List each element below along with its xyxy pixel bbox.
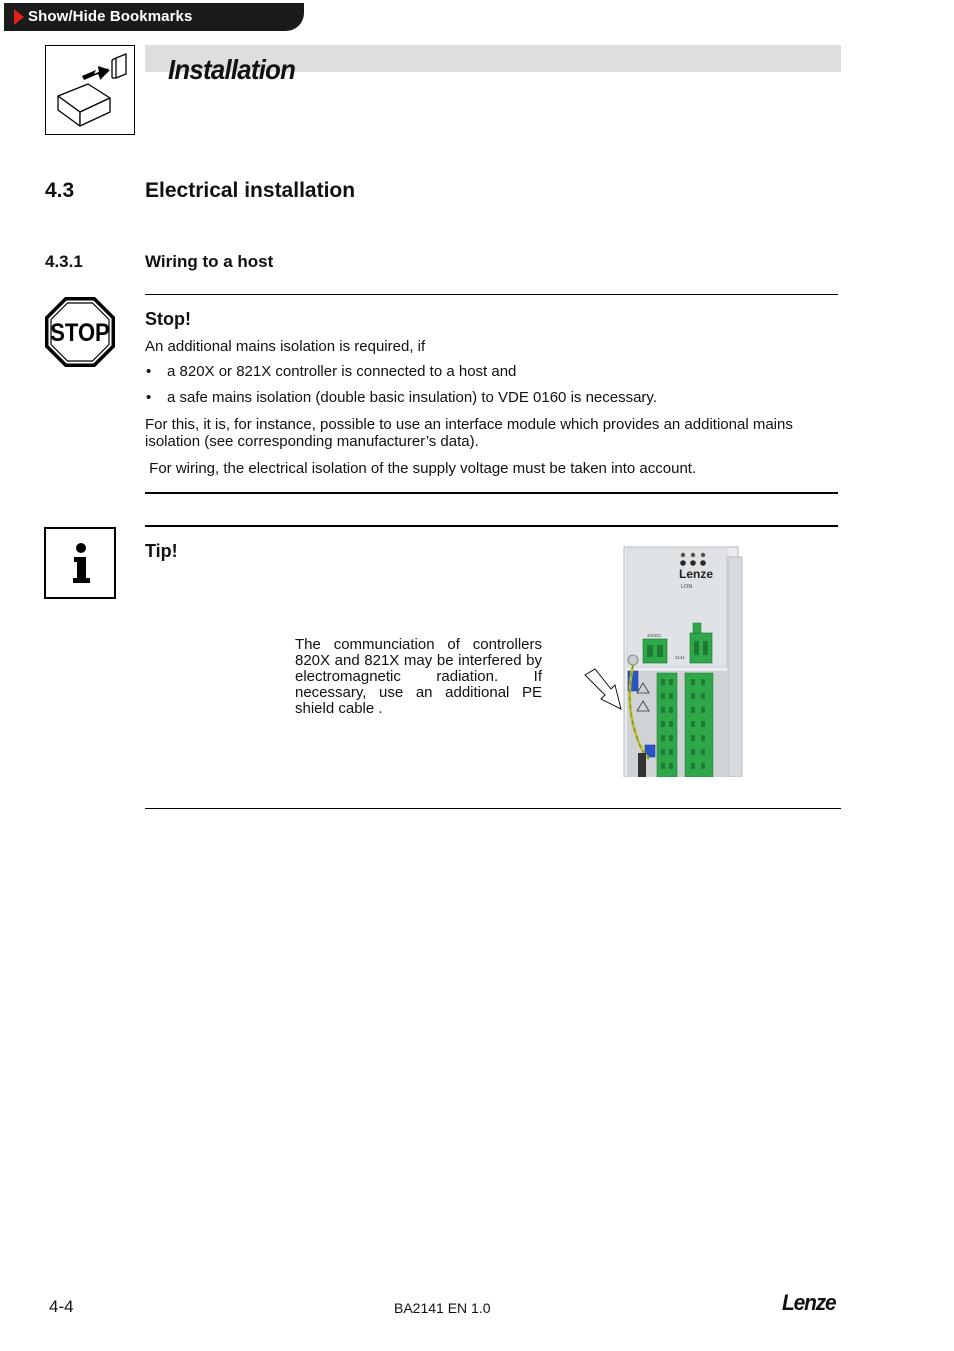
- stop-box-bottom-rule: [145, 492, 838, 494]
- stop-paragraph-1: For this, it is, for instance, possible to use an interface module which provides an additional mains isolation (see corresponding manufacturer’s data).: [145, 416, 793, 450]
- document-code: BA2141 EN 1.0: [394, 1300, 491, 1316]
- chapter-title: Installation: [168, 54, 296, 85]
- bookmark-arrow-icon[interactable]: [14, 9, 24, 25]
- stop-bullet-2: a safe mains isolation (double basic insulation) to VDE 0160 is necessary.: [167, 389, 657, 406]
- stop-box-top-rule: [145, 294, 838, 295]
- bullet-dot: •: [146, 363, 152, 380]
- stop-bullet-1: a 820X or 821X controller is connected to a host and: [167, 363, 517, 380]
- tip-box-bottom-rule: [145, 808, 841, 809]
- lenze-logo: Lenze: [782, 1290, 836, 1315]
- info-icon: [44, 527, 116, 599]
- stop-paragraph-2: For wiring, the electrical isolation of the supply voltage must be taken into account.: [145, 460, 697, 477]
- box-install-icon: [45, 45, 135, 135]
- section-number: 4.3: [45, 179, 75, 202]
- section-title: Electrical installation: [145, 179, 356, 202]
- stop-sign-icon: [44, 296, 116, 368]
- tip-text: The communciation of controllers 820X and 821X may be interfered by electromagnetic radiation. If necessary, use an additional PE shield cable .: [295, 636, 542, 717]
- controller-photo: [583, 543, 745, 777]
- photo-model-label: 2141: [675, 655, 686, 660]
- tip-heading: Tip!: [145, 541, 178, 561]
- subsection-number: 4.3.1: [45, 252, 83, 271]
- page-number: 4-4: [49, 1297, 74, 1316]
- bullet-dot: •: [146, 389, 152, 406]
- photo-brand-label: Lenze: [679, 567, 714, 581]
- svg-text:STOP: STOP: [50, 319, 110, 348]
- stop-heading: Stop!: [145, 309, 191, 329]
- photo-terminal-label: 24VDC: [647, 633, 662, 638]
- subsection-title: Wiring to a host: [145, 252, 274, 271]
- stop-intro-text: An additional mains isolation is required, if: [145, 338, 426, 355]
- photo-module-label: LON: [681, 584, 693, 590]
- tip-box-top-rule: [145, 525, 838, 527]
- bookmarks-label[interactable]: Show/Hide Bookmarks: [28, 8, 193, 25]
